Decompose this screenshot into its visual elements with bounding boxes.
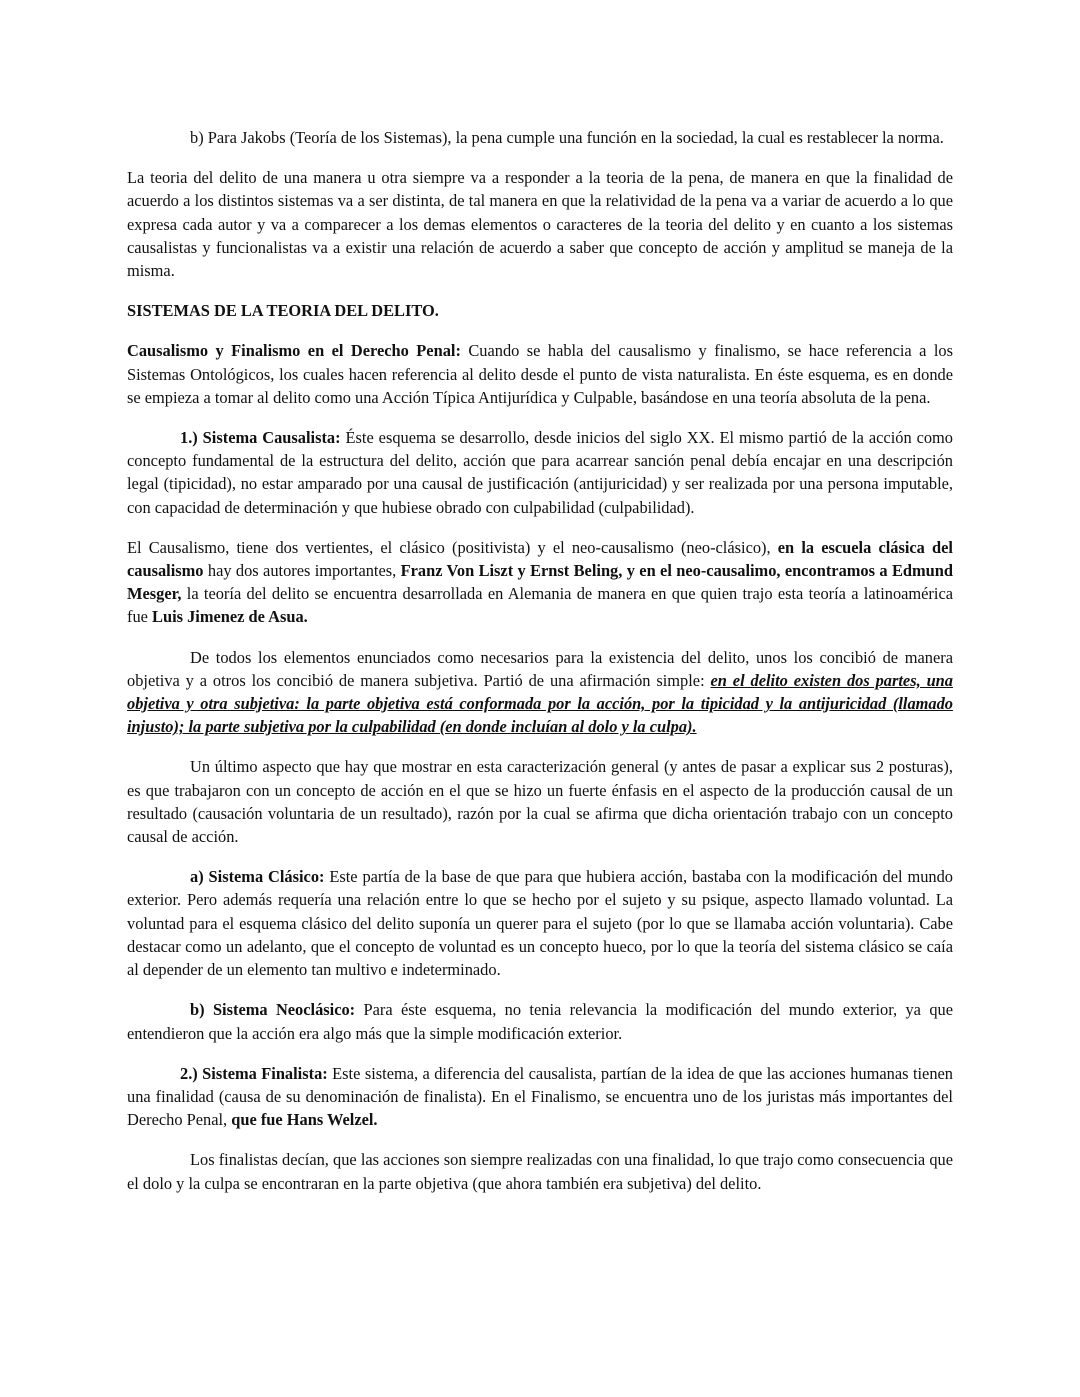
paragraph-teoria-delito [127, 166, 953, 282]
sistema-clasico-label: a) Sistema Clásico: [190, 867, 325, 887]
paragraph-jakobs-text: b) Para Jakobs (Teoría de los Sistemas), la pena cumple una función en la sociedad, la cual es restablecer la norma. [190, 128, 944, 147]
finalistas-text: Los finalistas decían, que las acciones son siempre realizadas con una finalidad, lo que trajo como consecuencia que el dolo y la culpa se encontraran en la parte objetiva (que ahora también era subjetiva) del delito. [127, 1150, 953, 1193]
vertientes-bold-3: Luis Jimenez de Asua. [152, 607, 308, 627]
elementos-text: De todos los elementos enunciados como necesarios para la existencia del delito, unos los concibió de manera objetiva y a otros los concibió de manera subjetiva. Partió de una afirmación simple: [127, 647, 953, 690]
vertientes-text-2: hay dos autores importantes, [203, 561, 401, 581]
vertientes-bold-2: Franz Von Liszt y Ernst Beling, y en el neo-causalimo, encontramos a Edmund Mesger, [127, 561, 953, 604]
sistema-finalista-bold: que fue Hans Welzel. [231, 1110, 378, 1130]
sistema-neoclasico-text: Para éste esquema, no tenia relevancia la modificación del mundo exterior, ya que entendieron que la acción era algo más que la simple modificación exterior. [127, 1000, 953, 1043]
vertientes-bold-1: en la escuela clásica del causalismo [127, 537, 953, 581]
sistema-causalista-text: Éste esquema se desarrollo, desde inicios del siglo XX. El mismo partió de la acción como concepto fundamental de la estructura del delito, acción que para acarrear sanción penal debía encajar en una descripción legal (tipicidad), no estar amparado por una causal de justificación (antijuricidad) y ser realizada por una persona imputable, con capacidad de determinación y que hubiese obrado con culpabilidad (culpabilidad). [127, 428, 953, 517]
section-heading: SISTEMAS DE LA TEORIA DEL DELITO. [127, 301, 439, 321]
sistema-finalista-label: 2.) Sistema Finalista: [180, 1063, 328, 1083]
causalismo-finalismo-label: Causalismo y Finalismo en el Derecho Penal: [127, 341, 461, 361]
document-page [127, 126, 953, 1212]
sistema-neoclasico-label: b) Sistema Neoclásico: [190, 1000, 356, 1020]
paragraph-vertientes [127, 536, 953, 629]
paragraph-ultimo-aspecto [127, 755, 953, 848]
sistema-finalista-text: Este sistema, a diferencia del causalista, partían de la idea de que las acciones humanas tienen una finalidad (causa de su denominación de finalista). En el Finalismo, se encuentra uno de los juristas más importantes del Derecho Penal, [127, 1063, 953, 1130]
paragraph-sistema-neoclasico [127, 998, 953, 1044]
paragraph-causalismo-finalismo [127, 339, 953, 409]
paragraph-finalistas [127, 1148, 953, 1194]
paragraph-jakobs [127, 126, 953, 149]
vertientes-text-3: la teoría del delito se encuentra desarrollada en Alemania de manera en que quien trajo esta teoría a latinoamérica fue [127, 584, 953, 627]
paragraph-sistema-finalista [127, 1062, 953, 1132]
ultimo-aspecto-text: Un último aspecto que hay que mostrar en esta caracterización general (y antes de pasar a explicar sus 2 posturas), es que trabajaron con un concepto de acción en el que se hizo un fuerte énfasis en el aspecto de la producción causal de un resultado (causación voluntaria de un resultado), razón por la cual se afirma que dicha orientación trabajo con un concepto causal de acción. [127, 757, 953, 847]
paragraph-teoria-delito-text: La teoria del delito de una manera u otra siempre va a responder a la teoria de la pena, de manera en que la finalidad de acuerdo a los distintos sistemas va a ser distinta, de tal manera en que la relatividad de la pena va a variar de acuerdo a lo que expresa cada autor y va a comparecer a los demas elementos o caracteres de la teoria del delito y en cuanto a los sistemas causalistas y funcionalistas va a existir una relación de acuerdo a saber que concepto de acción y amplitud se maneja de la misma. [127, 168, 953, 281]
sistema-causalista-label: 1.) Sistema Causalista: [180, 428, 341, 448]
elementos-emphasis: en el delito existen dos partes, una objetiva y otra subjetiva: la parte objetiva está conformada por la acción, por la tipicidad y la antijuricidad (llamado injusto); la parte subjetiva por la culpabilidad (en donde incluían al dolo y la culpa). [127, 670, 953, 737]
paragraph-sistema-causalista [127, 426, 953, 519]
paragraph-elementos [127, 646, 953, 739]
causalismo-finalismo-text: Cuando se habla del causalismo y finalismo, se hace referencia a los Sistemas Ontológicos, los cuales hacen referencia al delito desde el punto de vista naturalista. En éste esquema, es en donde se empieza a tomar al delito como una Acción Típica Antijurídica y Culpable, basándose en una teoría absoluta de la pena. [127, 341, 953, 407]
vertientes-text-1: El Causalismo, tiene dos vertientes, el clásico (positivista) y el neo-causalismo (neo-clásico), [127, 537, 778, 557]
paragraph-sistema-clasico [127, 865, 953, 981]
sistema-clasico-text: Este partía de la base de que para que hubiera acción, bastaba con la modificación del mundo exterior. Pero además requería una relación entre lo que se hecho por el sujeto y su psique, aspecto llamado voluntad. La voluntad para el esquema clásico del delito suponía un querer para el sujeto (por lo que se llamaba acción voluntaria). Cabe destacar como un adelanto, que el concepto de voluntad es un concepto hueco, por lo que la teoría del sistema clásico se caía al depender de un elemento tan multivo e indeterminado. [127, 867, 953, 980]
